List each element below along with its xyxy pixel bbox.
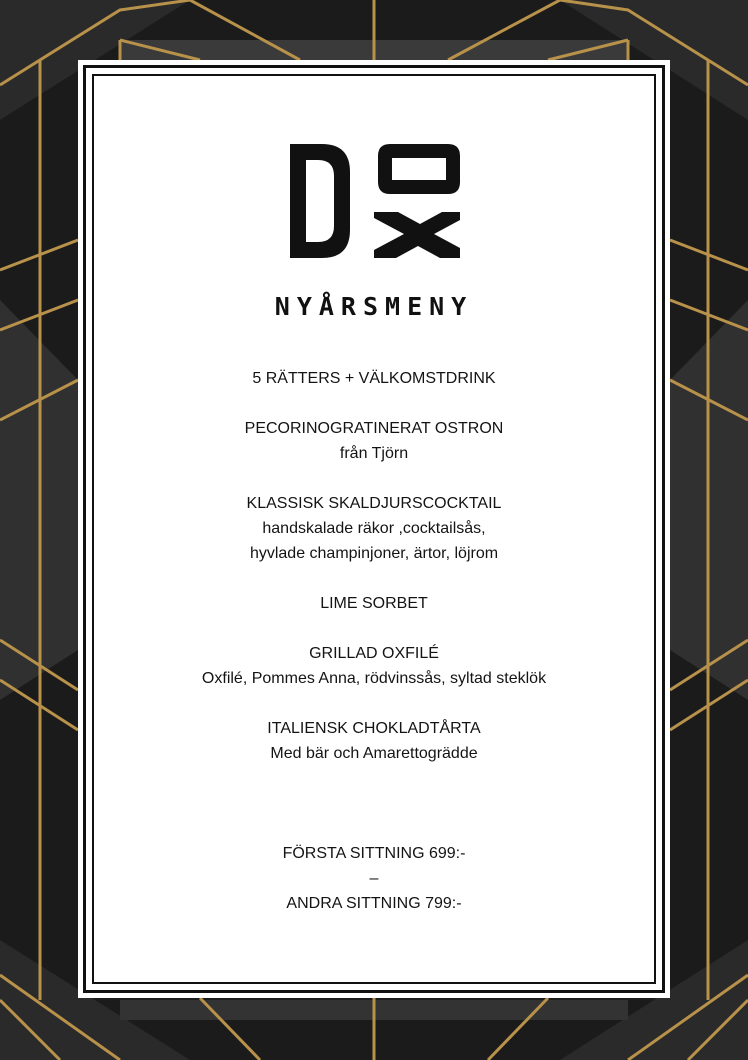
- course-description: från Tjörn: [339, 445, 409, 462]
- course-description: Med bär och Amarettogrädde: [270, 745, 478, 762]
- course-name: PECORINOGRATINERAT OSTRON: [244, 420, 504, 437]
- price-first-sitting: FÖRSTA SITTNING 699:-: [282, 845, 466, 862]
- course-description: Oxfilé, Pommes Anna, rödvinssås, syltad steklök: [201, 670, 547, 687]
- menu-card: [78, 60, 670, 998]
- course-name: KLASSISK SKALDJURSCOCKTAIL: [246, 495, 502, 512]
- price-second-sitting: ANDRA SITTNING 799:-: [286, 895, 462, 912]
- course-name: LIME SORBET: [320, 595, 428, 612]
- price-separator: –: [369, 870, 379, 887]
- course-name: ITALIENSK CHOKLADTÅRTA: [267, 720, 481, 737]
- menu-list: [78, 366, 670, 916]
- menu-intro: 5 RÄTTERS + VÄLKOMSTDRINK: [252, 370, 496, 387]
- course-description: handskalade räkor ,cocktailsås,: [262, 520, 486, 537]
- course-name: GRILLAD OXFILÉ: [309, 645, 439, 662]
- course-description: hyvlade champinjoner, ärtor, löjrom: [249, 545, 499, 562]
- dox-logo: [288, 142, 462, 260]
- page-title: NYÅRSMENY: [274, 292, 474, 321]
